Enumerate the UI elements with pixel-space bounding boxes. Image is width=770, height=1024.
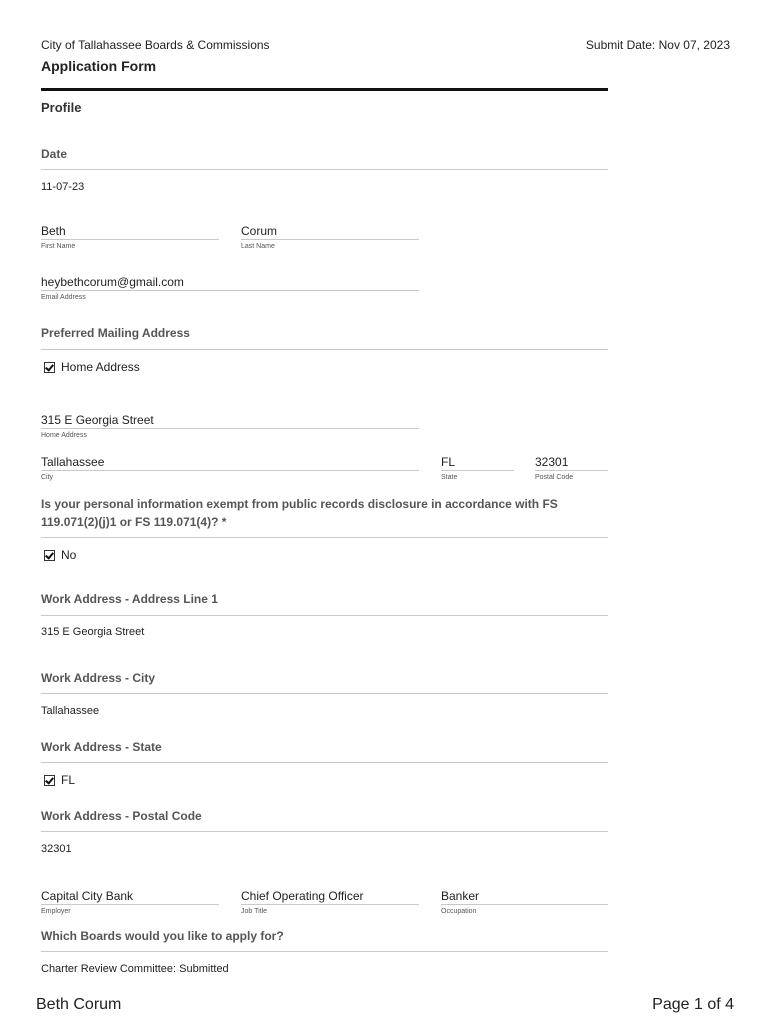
divider [41,169,608,170]
work-state-question [41,740,608,754]
work-city-question [41,671,608,685]
last-name-value: Corum [241,224,419,240]
boards-question [41,929,608,943]
exempt-answer-label: No [61,548,77,562]
work-city-label: Work Address - City [41,671,156,685]
divider [41,537,608,538]
work-postal-label: Work Address - Postal Code [41,809,202,823]
occupation-field [441,889,608,915]
divider [41,615,608,616]
date-value: 11-07-23 [41,181,85,193]
submit-date: Submit Date: Nov 07, 2023 [585,38,730,52]
work-postal-value: 32301 [41,843,72,855]
email-field [41,275,419,301]
boards-question-text: Which Boards would you like to apply for? [41,929,284,943]
work-city-value: Tallahassee [41,705,100,717]
org-name: City of Tallahassee Boards & Commissions [41,38,270,52]
postal-label: Postal Code [535,474,574,481]
home-address-value: 315 E Georgia Street [41,413,419,429]
exempt-answer [44,548,76,562]
mailing-heading: Preferred Mailing Address [41,326,190,340]
occupation-value: Banker [441,889,608,905]
email-label: Email Address [41,294,86,301]
checkbox-checked-icon [44,550,55,561]
divider [41,951,608,952]
first-name-label: First Name [41,243,76,250]
job-title-value: Chief Operating Officer [241,889,419,905]
job-title-field [241,889,419,915]
page-title: Application Form [41,58,157,74]
home-address-field [41,413,419,439]
exempt-question [41,495,608,531]
exempt-question-text: Is your personal information exempt from public records disclosure in accordance with FS 119.071(2)(j)1 or FS 119.071(4)? * [41,497,558,529]
boards-answer: Charter Review Committee: Submitted [41,963,229,975]
job-title-label: Job Title [241,908,268,915]
profile-heading: Profile [41,100,82,115]
last-name-label: Last Name [241,243,275,250]
employer-value: Capital City Bank [41,889,219,905]
home-address-label: Home Address [41,432,87,439]
occupation-label: Occupation [441,908,477,915]
footer-page-number: Page 1 of 4 [652,996,734,1013]
work-line1-question [41,592,608,606]
city-field [41,455,419,481]
city-label: City [41,474,54,481]
checkbox-checked-icon [44,775,55,786]
work-line1-label: Work Address - Address Line 1 [41,592,218,606]
divider [41,693,608,694]
state-value: FL [441,455,514,471]
divider [41,349,608,350]
checkbox-checked-icon [44,362,55,373]
work-state-label: Work Address - State [41,740,162,754]
mailing-option [44,360,140,374]
divider [41,831,608,832]
work-postal-question [41,809,608,823]
postal-field [535,455,608,481]
work-state-value: FL [61,773,76,787]
employer-field [41,889,219,915]
email-value: heybethcorum@gmail.com [41,275,419,291]
footer-applicant-name: Beth Corum [36,996,122,1013]
work-line1-value: 315 E Georgia Street [41,626,145,638]
first-name-value: Beth [41,224,219,240]
mailing-option-label: Home Address [61,360,140,374]
work-state-answer [44,773,75,787]
employer-label: Employer [41,908,71,915]
mailing-question [41,326,608,340]
postal-value: 32301 [535,455,608,471]
date-question [41,147,608,161]
date-label: Date [41,147,68,161]
state-label: State [441,474,458,481]
title-divider [41,88,608,91]
state-field [441,455,514,481]
first-name-field [41,224,219,250]
divider [41,762,608,763]
city-value: Tallahassee [41,455,419,471]
last-name-field [241,224,419,250]
